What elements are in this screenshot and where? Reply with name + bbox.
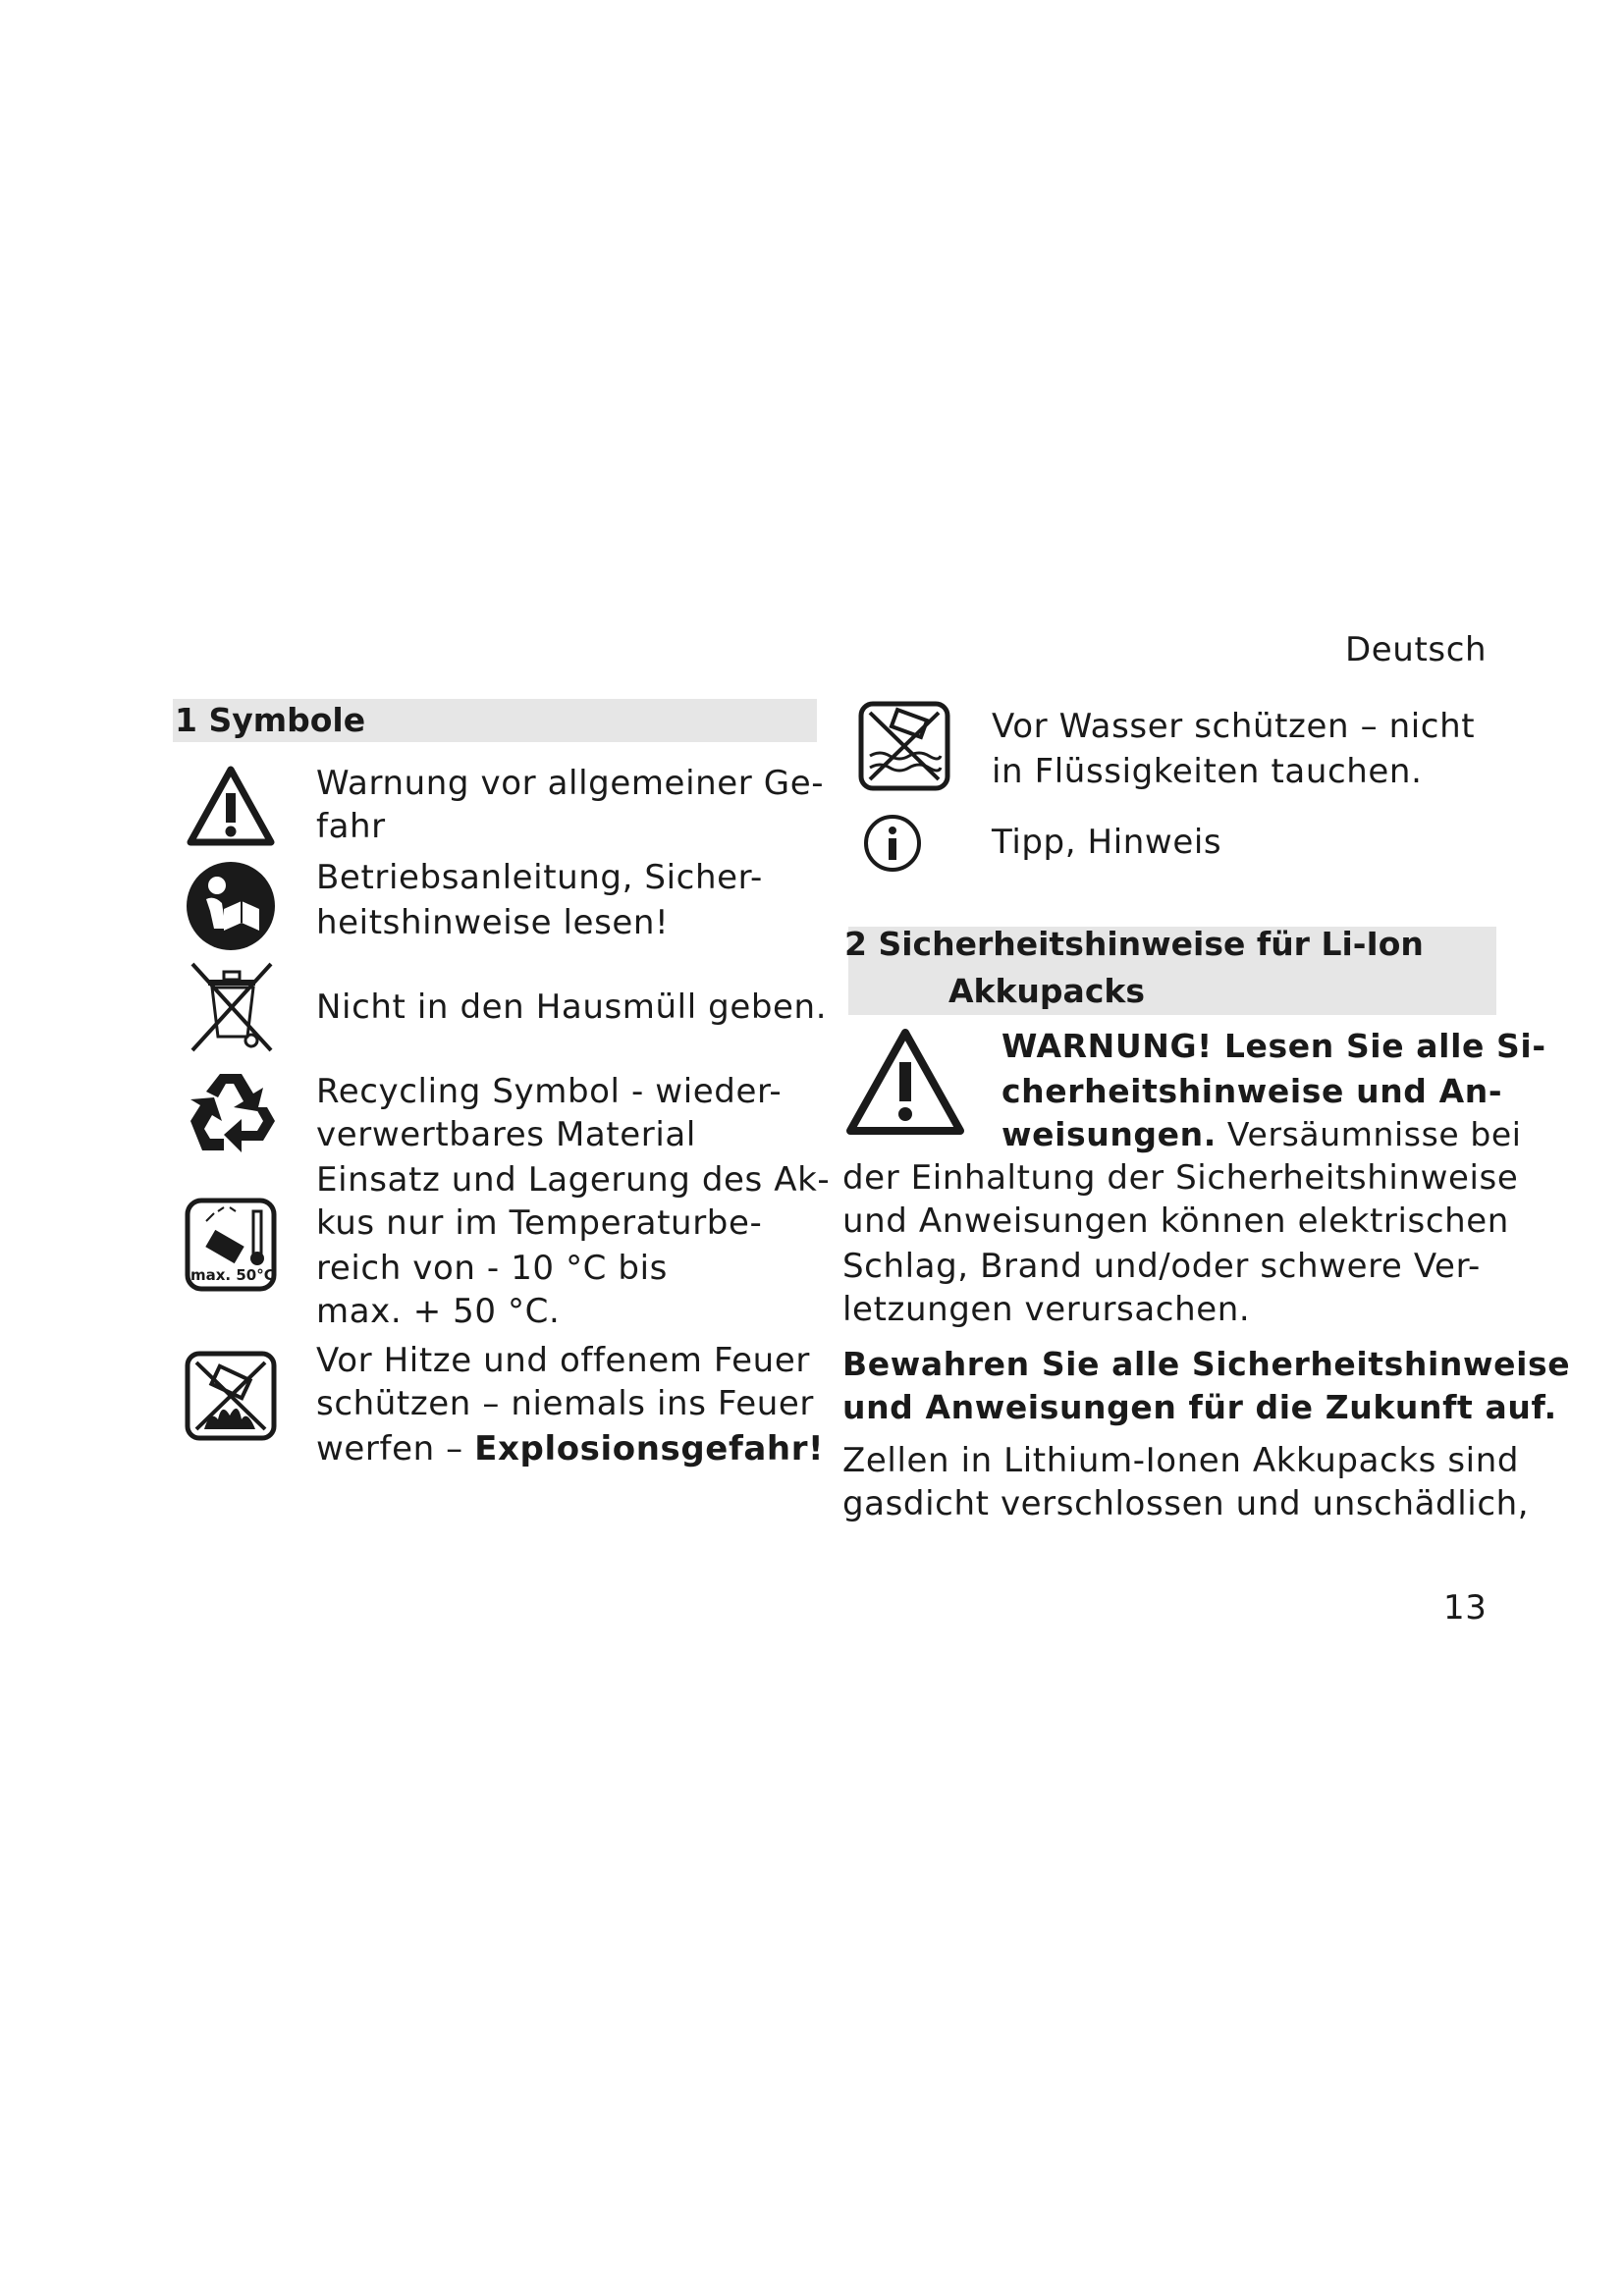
symbol-text-manual: [316, 856, 763, 944]
text-line: kus nur im Temperaturbe-: [316, 1203, 763, 1243]
text-line: fahr: [316, 807, 386, 846]
read-manual-icon: [185, 860, 277, 952]
warning-triangle-icon: [844, 1027, 966, 1137]
symbol-text-temperature: [316, 1158, 830, 1333]
text-line: Bewahren Sie alle Sicherheitshinweise: [842, 1345, 1571, 1383]
section2-title-line2: Akkupacks: [948, 972, 1145, 1010]
cells-paragraph: [842, 1439, 1529, 1525]
text-line: Zellen in Lithium-Ionen Akkupacks sind: [842, 1441, 1520, 1480]
crossed-out-bin-icon: [187, 960, 277, 1054]
symbol-text-fire: [316, 1339, 824, 1470]
page-number: 13: [1443, 1588, 1488, 1628]
text-line: letzungen verursachen.: [842, 1290, 1251, 1329]
text-line: der Einhaltung der Sicherheitshinweise: [842, 1158, 1519, 1198]
text-line: gasdicht verschlossen und unschädlich,: [842, 1484, 1530, 1523]
text-fragment: werfen –: [316, 1429, 475, 1468]
symbol-text-bin: [316, 986, 827, 1029]
text-line: Warnung vor allgemeiner Ge-: [316, 764, 825, 803]
no-water-icon: [858, 701, 950, 791]
symbol-text-water: [992, 705, 1475, 793]
text-line: Vor Wasser schützen – nicht: [992, 707, 1476, 746]
keep-instructions-text: [842, 1343, 1570, 1429]
text-line: Betriebsanleitung, Sicher-: [316, 858, 763, 897]
info-icon: [862, 813, 923, 874]
text-fragment: Versäumnisse bei: [1216, 1115, 1522, 1153]
text-line: [316, 1427, 824, 1470]
text-line: max. + 50 °C.: [316, 1292, 561, 1331]
text-line: Schlag, Brand und/oder schwere Ver-: [842, 1247, 1481, 1286]
section1-title: 1 Symbole: [175, 701, 366, 739]
language-label: Deutsch: [1345, 630, 1488, 669]
text-line: in Flüssigkeiten tauchen.: [992, 752, 1423, 791]
text-line: schützen – niemals ins Feuer: [316, 1384, 814, 1423]
text-line: cherheitshinweise und An-: [1001, 1072, 1503, 1110]
text-line: WARNUNG! Lesen Sie alle Si-: [1001, 1027, 1546, 1065]
explosion-warning: Explosionsgefahr!: [474, 1429, 825, 1468]
section2-title: [844, 923, 1424, 1013]
text-line: Einsatz und Lagerung des Ak-: [316, 1160, 831, 1200]
text-fragment: weisungen.: [1001, 1115, 1217, 1153]
text-line: heitshinweise lesen!: [316, 903, 670, 942]
temperature-icon-label: max. 50°C: [190, 1266, 275, 1284]
section2-title-line1: 2 Sicherheitshinweise für Li-Ion: [844, 925, 1424, 963]
text-line: und Anweisungen für die Zukunft auf.: [842, 1388, 1557, 1426]
warning-triangle-icon: [185, 764, 277, 848]
temperature-battery-icon: [185, 1198, 277, 1292]
text-line: Recycling Symbol - wieder-: [316, 1072, 783, 1111]
warning-body: [842, 1156, 1518, 1331]
symbol-text-warning: [316, 762, 824, 848]
text-line: reich von - 10 °C bis: [316, 1249, 668, 1288]
symbol-text-info: [992, 821, 1221, 864]
text-line: Tipp, Hinweis: [992, 823, 1222, 862]
no-fire-icon: [185, 1351, 277, 1441]
text-line: und Anweisungen können elektrischen: [842, 1201, 1509, 1241]
text-line: [1001, 1113, 1546, 1156]
warning-heading: [1001, 1025, 1546, 1156]
text-line: verwertbares Material: [316, 1115, 696, 1154]
text-line: Nicht in den Hausmüll geben.: [316, 988, 828, 1027]
symbol-text-recycling: [316, 1070, 782, 1156]
text-line: Vor Hitze und offenem Feuer: [316, 1341, 810, 1380]
recycling-icon: [185, 1068, 277, 1156]
